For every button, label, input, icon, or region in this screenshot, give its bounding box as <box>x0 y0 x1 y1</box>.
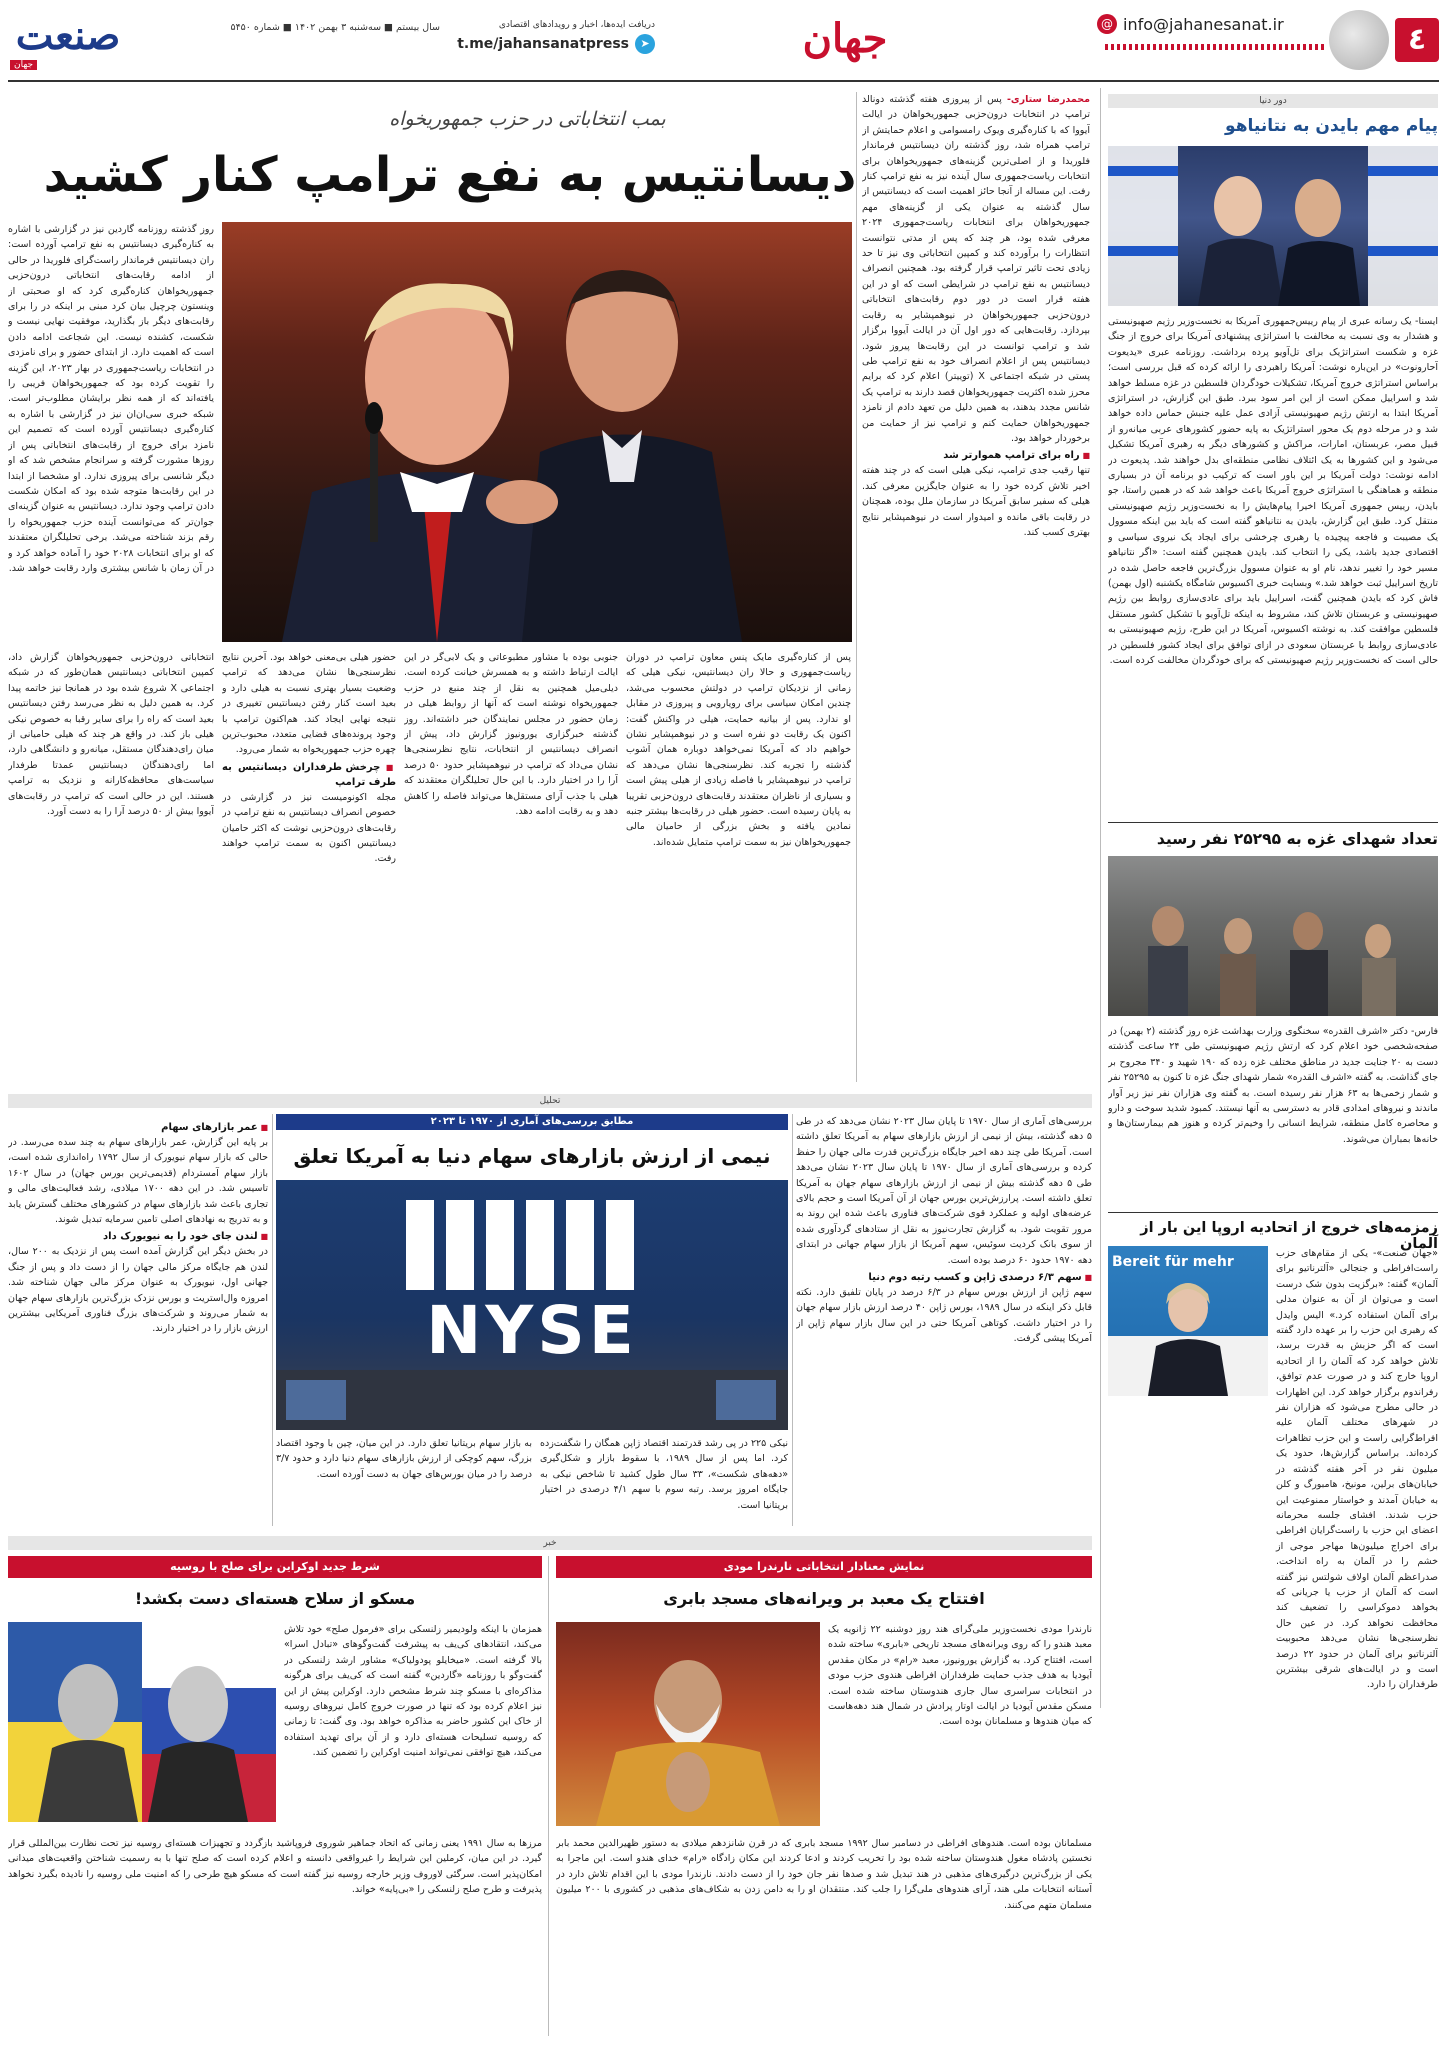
telegram-caption: دریافت ایده‌ها، اخبار و رویدادهای اقتصادی <box>498 20 655 30</box>
trump-desantis-photo <box>222 222 852 642</box>
logo-wordmark: صنعت <box>15 12 121 59</box>
lead-col1 <box>862 92 1090 696</box>
lead-col1-subhead: ■ راه برای ترامپ هموارتر شد <box>862 448 1090 463</box>
nyse-photo <box>276 1180 788 1430</box>
nyse-sign: NYSE <box>426 1292 638 1369</box>
bottom-divider <box>548 1556 549 2036</box>
lead-col-divider <box>856 92 857 1082</box>
market-intro-divider <box>792 1114 793 1526</box>
gaza-illustration <box>1108 856 1438 1016</box>
story3-body: «جهان صنعت»- یکی از مقام‌های حزب راست‌افراطی و جنجالی «آلترناتیو برای آلمان» گفته: «برگزیت بدون شک درست است و می‌توان از آن به عنوان مدلی برای آلمان استفاده کرد.» الیس وایدل که رهبری این حزب را بر عهده دارد گفته است که اگر حزبش به قدرت برسد، تلاش خواهد کرد که آلمان را از اتحادیه اروپا خارج کند و در صورت عدم توافق، رفراندوم برگزار خواهد کرد. این اظهارات در حالی مطرح می‌شود که هزاران نفر در شهرهای مختلف آلمان علیه افراط‌گرایی راست و این حزب تظاهرات کرده‌اند. براساس گزارش‌ها، حدود یک میلیون نفر در آخر هفته گذشته در خیابان‌های برلین، مونیخ، هامبورگ و کلن به خیابان آمدند و خواستار ممنوعیت این حزب شدند. افشای جلسه محرمانه اعضای این حزب با راست‌گرایان افراطی برای اخراج میلیون‌ها مهاجر موجی از خشم را در آلمان به راه انداخت. صدراعظم آلمان اولاف شولتس نیز گفته است که آلمان از حزب یا جریانی که بخواهد دموکراسی را تضعیف کند محافظت نخواهد کرد. در عین حال نظرسنجی‌ها نشان می‌دهد محبوبیت آلترناتیو برای آلمان در حدود ۲۲ درصد است و در ایالت‌های شرقی بیشترین طرفداران را دارد. <box>1276 1248 1438 1691</box>
side-rule-2 <box>1108 1212 1438 1213</box>
lead-col4-tail: مجله اکونومیست نیز در گزارشی در خصوص انصراف دیسانتیس به نفع ترامپ در رقابت‌های درون‌حزبی نوشت که اکثر حامیان دیسانتیس اکنون به سمت ترامپ خواهند رفت. <box>222 791 396 865</box>
putin-zelensky-photo <box>8 1622 276 1822</box>
side-column-divider <box>1100 88 1101 1708</box>
lead-byline: محمدرضا ستاری- <box>1006 94 1090 105</box>
modi-col2: مسلمانان بوده است. هندوهای افراطی در دسامبر سال ۱۹۹۲ مسجد بابری که در قرن شانزدهم میلادی به دستور ظهیرالدین محمد بابر نخستین پادشاه مغول هندوستان ساخته شده بود را تخریب کردند و ادعا کردند این مکان زادگاه «رام» خدای هندو است. این ماجرا به یکی از بزرگ‌ترین درگیری‌های مذهبی در هند تبدیل شد و صدها نفر جان خود را از دست دادند. نارندرا مودی با این اقدام تلاش دارد در آستانه انتخابات ملی هند، آرای هندوهای ملی‌گرا را جلب کند. منتقدان او را به دامن زدن به شکاف‌های مذهبی در کشوری با ۲۰۰ میلیون مسلمان متهم می‌کنند. <box>556 1838 1092 1911</box>
modi-photo <box>556 1622 820 1826</box>
market-side-subhead2: ■ لندن جای خود را به نیویورک داد <box>8 1229 268 1244</box>
header-dots <box>1105 44 1325 50</box>
biden-netanyahu-photo <box>1108 146 1438 306</box>
issue-info: سال بیستم ■ سه‌شنبه ۳ بهمن ۱۴۰۲ ■ شماره ۵۴۵۰ <box>230 22 440 33</box>
ukraine-headline: مسکو از سلاح هسته‌ای دست بکشد! <box>134 1589 416 1608</box>
market-side-divider <box>272 1114 273 1526</box>
gaza-photo <box>1108 856 1438 1016</box>
modi-headline: افتتاح یک معبد بر ویرانه‌های مسجد بابری <box>663 1589 985 1608</box>
telegram-link[interactable]: t.me/jahansanatpress <box>457 36 629 52</box>
lead-col4-subhead: ■ چرخش طرفداران دیسانتیس به طرف ترامپ <box>222 760 396 790</box>
market-col2: نیکی ۲۲۵ در پی رشد قدرتمند اقتصاد ژاپن همگان را شگفت‌زده کرد. اما پس از سال ۱۹۸۹، با سقوط بازار و شکل‌گیری «دهه‌های شکست»، ۳۳ سال طول کشید تا شاخص نیکی به جایگاه امروز برسد. رتبه سوم با سهم ۴/۱ درصدی در اختیار بریتانیا است. <box>540 1438 788 1511</box>
lead-col5: انتخاباتی درون‌حزبی جمهوریخواهان گزارش داد، کمپین انتخاباتی دیسانتیس همان‌طور که در شبکه اجتماعی X شروع شده بود در همانجا نیز خاتمه پیدا کرد. به همین دلیل به نظر می‌رسد رفتن دیسانتیس بعید است که راه را برای سایر رقبا به خصوص نیکی هیلی باز کند. در واقع هر چند که هیلی حامیانی از میان رای‌دهندگان مستقل، میانه‌رو و دانشگاهی دارد، اما رای‌دهندگان دیسانتیس عمدتا طرفدار سیاست‌های محافظه‌کارانه و نزدیک به ترامپ هستند. این در حالی است که ترامپ در رقابت‌های آیووا بیش از ۵۰ درصد آرا را به دست آورد. <box>8 652 214 818</box>
ukraine-col1: همزمان با اینکه ولودیمیر زلنسکی برای «فرمول صلح» خود تلاش می‌کند، انتقادهای کی‌یف به پیشرفت گفت‌وگوهای «تبادل اسرا» بالا گرفته است. «میخایلو پودولیاک» مشاور ارشد زلنسکی در گفت‌وگو با روزنامه «گاردین» گفته است که کی‌یف برای هرگونه مذاکره‌ای با مسکو چند شرط مشخص دارد. اوکراین پیش از این نیز اعلام کرده بود که تنها در صورت خروج کامل نیروهای روسیه از خاک این کشور حاضر به مذاکره خواهد بود. وی گفت: تا زمانی که روسیه تسلیحات هسته‌ای دارد و از آن برای تهدید استفاده می‌کند، هیچ توافقی نمی‌تواند امنیت اوکراین را تضمین کند. <box>284 1624 542 1759</box>
putin-zelensky-illustration <box>8 1622 276 1822</box>
lead-col6: روز گذشته روزنامه گاردین نیز در گزارشی با اشاره به کناره‌گیری دیسانتیس به نفع ترامپ آورده است: ران دیسانتیس فرماندار راست‌گرای فلوریدا در حالی از ادامه رقابت‌های انتخاباتی درون‌حزبی جمهوریخواهان کناره‌گیری کرد که او صحبتی از وینستون چرچیل بیان کرد مبنی بر اینکه در را برای رقابت‌های دیگر باز بگذارید، موفقیت نهایی نیست و شکست، کشنده نیست. این شجاعت ادامه دادن است که اهمیت دارد. از ابتدای حضور و برای نامزدی در انتخابات ریاست‌جمهوری در بهار ۲۰۲۳، این گزینه را تقویت کرده بود که جمهوریخواهان فریبی را یافته‌اند که از همه نظر برایشان مطلوب‌تر است. شبکه خبری سی‌ان‌ان نیز در گزارشی با اشاره به کناره‌گیری دیسانتیس آورده است که تصمیم این نامزد برای خروج از رقابت‌های انتخاباتی پس از روزها مشورت گرفته و سرانجام مشخص شد که او دیگر شانسی برای پیروزی ندارد. او مشخصا از ابتدا در این رقابت‌ها متوجه شده بود که امکان شکست دادن ترامپ وجود ندارد. دیسانتیس به عنوان گزینه‌ای جوان‌تر که می‌توانست آینده حزب جمهوریخواه را رقم بزند شناخته می‌شد. برخی تحلیلگران معتقدند که او برای انتخابات ۲۰۲۸ خود را آماده خواهد کرد و در آن زمان با شانس بیشتری وارد رقابت خواهد شد. <box>8 224 214 574</box>
market-headline: نیمی از ارزش بازارهای سهام دنیا به آمریکا تعلق <box>293 1144 771 1168</box>
page-number-box: ٤ <box>1395 18 1439 62</box>
lead-headline: دیسانتیس به نفع ترامپ کنار کشید <box>43 147 857 203</box>
masthead-strip <box>0 0 1447 80</box>
header-rule <box>8 80 1439 82</box>
ukraine-bar: شرط جدید اوکراین برای صلح با روسیه <box>8 1556 542 1578</box>
globe-icon <box>1329 10 1389 70</box>
story2-title: تعداد شهدای غزه به ۲۵۲۹۵ نفر رسید <box>1156 830 1438 848</box>
modi-bar: نمایش معنادار انتخاباتی نارندرا مودی <box>556 1556 1092 1578</box>
story1-body: ایسنا- یک رسانه عبری از پیام رییس‌جمهوری آمریکا به نخست‌وزیر رژیم صهیونیستی و هشدار به وی نسبت به مخالفت با استراتژی پیشنهادی آمریکا برای خروج از جنگ غزه و شکست استراتژیک برای تل‌آویو پرده برداشت. روزنامه عبری «یدیعوت آحارونوت» در این‌باره نوشت: آمریکا راهبردی را ارائه کرده که قبل بررسی است؛ براساس استراتژی خروج آمریکا، تشکیلات خودگردان فلسطین در غزه مسلط خواهد شد و اسراییل ممکن است از این امر سود ببرد. طبق این گزارش، در استراتژی آمریکا ابتدا به ارتش رژیم صهیونیستی آزادی عمل علیه جنبش حماس داده خواهد شد و در مرحله دوم یک محور استراتژیک به پایه حضور کشورهای عربی میانه‌رو از قبیل مصر، عربستان، امارات، مراکش و کشورهای دیگر به رهبری آمریکا تشکیل می‌شود و این کشورها به یک ائتلاف نظامی منطقه‌ای بدل خواهند شد. پدیعوت در ادامه نوشت: دولت آمریکا بر این باور است که ترکیب دو برنامه آن در بسیاری منطقه و هماهنگی با استراتژی خروج آمریکا باعث خواهد شد که در همین راستا، جو بایدن، رییس جمهوری آمریکا اخیرا پیام‌هایش را به نخست‌وزیر رژیم صهیونیستی منتقل کرد. طبق این گزارش، بایدن به نتانیاهو گفته است که باید بین اینکه مسوول یک مصیبت و فاجعه پیچیده یا رهبری چرخشی برای ایجاد یک نیروی سیاسی و اقتصادی جدید باشد، یکی را انتخاب کند. بایدن همچنین گفته است: «اگر نتانیاهو مسیر خود را تغییر ندهد، نام او به عنوان مسوول بزرگ‌ترین فاجعه حاصل شده در تاریخ اسراییل ثبت خواهد شد.» وبسایت خبری اکسیوس شامگاه یکشنبه (اول بهمن) فاش کرد که بایدن همچنین گفت، اسراییل باید برای عادی‌سازی روابط بین رژیم صهیونیستی و عربستان تلاش کند، مشروط به اینکه تل‌آویو با تشکیل کشور مستقل فلسطین موافقت کند. به نوشته اکسیوس، آمریکا در این طرح، رژیم صهیونیستی به عادی‌سازی روابط با عربستان سعودی در ازای توافق برای ایجاد کشور فلسطین در حالی است که نخست‌وزیر رژیم صهیونیستی که برای خودگردان مخالفت کرده است. <box>1108 316 1438 666</box>
market-side-text2: در بخش دیگر این گزارش آمده است پس از نزدیک به ۲۰۰ سال، لندن هم جایگاه مرکز مالی جهان را از دست داد و پس از جنگ جهانی اول، نیویورک به عنوان مرکز مالی جهان شناخته شد. امروزه وال‌استریت و بورس نزدک بزرگ‌ترین بازارهای سهام جهان به شمار می‌روند و شرکت‌های بزرگ فناوری آمریکایی بیشترین ارزش بازار را در اختیار دارند. <box>8 1246 268 1335</box>
lead-col1-tail: تنها رقیب جدی ترامپ، نیکی هیلی است که در چند هفته اخیر تلاش کرده خود را به عنوان جایگزین معرفی کند. هیلی که سفیر سابق آمریکا در سازمان ملل بوده، همچنان در رقابت باقی مانده و امیدوار است در نیوهمپشایر نتایج بهتری کسب کند. <box>862 465 1090 538</box>
lead-kicker: بمب انتخاباتی در حزب جمهوریخواه <box>389 108 666 130</box>
logo-small-text: جهان <box>10 60 37 70</box>
email-icon: @ <box>1097 14 1117 34</box>
section-title: جهان <box>802 15 888 62</box>
lead-col1-text: پس از پیروزی هفته گذشته دونالد ترامپ در انتخابات درون‌حزبی جمهوریخواهان در ایالت آیووا که با کناره‌گیری ویوک رامسوامی و اعلام حمایتش از ترامپ همراه شد، روز گذشته ران دیسانتیس فرماندار فلوریدا و از اصلی‌ترین گزینه‌های جمهوریخواهان برای انتخابات ریاست‌جمهوری سال آینده نیز به نفع ترامپ کنار رفت. این مساله از آنجا حائز اهمیت است که دیسانتیس از سال گذشته به عنوان یکی از گزینه‌های مهم جمهوریخواهان برای انتخابات ریاست‌جمهوری ۲۰۲۴ معرفی شده بود، هر چند که پس از مدتی نتوانست انتظارات را برآورده کند و کمپین انتخاباتی وی نیز تا حد زیادی تحت تاثیر ترامپ قرار گرفته بود. همچنین انصراف دیسانتیس به نفع ترامپ در شرایطی است که او در این هفته قرار است در دور دوم رقابت‌های انتخاباتی درون‌حزبی جمهوریخواهان در نیوهمپشایر به رقابت بپردازد. رقابت‌هایی که دور اول آن در ایالت آیووا برگزار شد و ترامپ توانست در این رقابت‌ها پیروز شود. دیسانتیس پس از اعلام انصراف خود به نفع ترامپ طی پستی در شبکه اجتماعی X (توییتر) اعلام کرد که برایم محرز شده اکثریت جمهوریخواهان قصد دارند به ترامپ یک شانس مجدد بدهند، به همین دلیل من تعهد دادم از نامزد جمهوریخواهان حمایت کنم و ترامپ نیز از حمایت من برخوردار خواهد بود. <box>862 94 1090 444</box>
lead-col4 <box>222 650 396 1082</box>
side-kicker: دور دنیا <box>1108 94 1438 108</box>
biden-netanyahu-illustration <box>1108 146 1438 306</box>
story1-title: پیام مهم بایدن به نتانیاهو <box>1225 116 1438 136</box>
newspaper-logo <box>8 10 128 68</box>
email-address[interactable]: info@jahanesanat.ir <box>1123 14 1284 34</box>
market-intro <box>796 1114 1092 1524</box>
trump-desantis-illustration <box>222 222 852 642</box>
ukraine-col2: مرزها به سال ۱۹۹۱ یعنی زمانی که اتحاد جماهیر شوروی فروپاشید بازگردد و تجهیزات هسته‌ای روسیه نیز تحت نظارت بین‌المللی قرار گیرد. در این میان، کرملین این شرایط را غیرواقعی دانسته و اعلام کرده است که صلح تنها با به رسمیت شناختن واقعیت‌های میدانی امکان‌پذیر است. سرگئی لاوروف وزیر خارجه روسیه نیز گفته است که مسکو هیچ طرحی را که امنیت ملی روسیه را نادیده بگیرد نخواهد پذیرفت و طرح صلح زلنسکی را «بی‌پایه» خواند. <box>8 1838 542 1896</box>
telegram-icon: ➤ <box>635 34 655 54</box>
modi-illustration <box>556 1622 820 1826</box>
weidel-photo-sign: Bereit für mehr <box>1112 1254 1234 1270</box>
lead-col2: پس از کناره‌گیری مایک پنس معاون ترامپ در دوران ریاست‌جمهوری و حالا ران دیسانتیس، نیکی هیلی که زمانی از نزدیکان ترامپ در دولتش محسوب می‌شد، چندین امکان سیاسی برای رویارویی و پیروزی در مقابل او ندارد. پس از بیانیه حمایت، هیلی در واکنش گفت: اکنون یک رقابت دو نفره است و در نیوهمپشایر نشان خواهیم داد که آمریکا نمی‌خواهد دوباره همان آشوب گذشته را تجربه کند. نظرسنجی‌ها نشان می‌دهد که ترامپ در نیوهمپشایر با فاصله زیادی از هیلی پیش است و بسیاری از ناظران معتقدند رقابت‌های درون‌حزبی تقریبا به پایان رسیده است. حضور هیلی در رقابت‌ها بیشتر جنبه نمادین یافته و بخش بزرگی از حامیان مالی جمهوریخواهان نیز به سمت ترامپ متمایل شده‌اند. <box>626 652 851 848</box>
lead-col4-text: حضور هیلی بی‌معنی خواهد بود. آخرین نتایج نظرسنجی‌ها نشان می‌دهد که ترامپ وضعیت بسیار بهتری نسبت به هیلی دارد و بعید است کنار رفتن دیسانتیس تغییری در نتیجه نهایی ایجاد کند. هم‌اکنون ترامپ با وجود پرونده‌های قضایی متعدد، محبوب‌ترین چهره حزب جمهوریخواه به شمار می‌رود. <box>222 652 396 756</box>
market-side <box>8 1118 268 1526</box>
market-side-text1: بر پایه این گزارش، عمر بازارهای سهام به چند سده می‌رسد. در حالی که بازار سهام نیویورک از سال ۱۷۹۲ راه‌اندازی شده است، بازار سهام آمستردام (قدیمی‌ترین بورس جهان) در سال ۱۶۰۲ تاسیس شد. در این دهه ۱۷۰۰ میلادی، رشد فعالیت‌های مالی و تجاری باعث شد بازارهای سهام در کشورهای مختلف گسترش یابد و به تدریج به نهادهای اصلی تامین سرمایه تبدیل شوند. <box>8 1137 268 1226</box>
market-japan-subhead: ■ سهم ۶/۳ درصدی ژاپن و کسب رتبه دوم دنیا <box>796 1270 1092 1285</box>
bottom-section-tag: خبر <box>8 1536 1092 1550</box>
lead-col3: جنوبی بوده با مشاور مطبوعاتی و یک لابی‌گر در این ایالت ارتباط داشته و به همسرش خیانت کرده است. دیلی‌میل همچنین به نقل از چند منبع در حزب جمهوریخواه نوشته است که آنها از روابط هیلی در زمان حضور در مجلس نمایندگان خبر داشته‌اند. روز گذشته خبرگزاری یورونیوز گزارش داد، پیش از انصراف دیسانتیس از انتخابات، نتایج نظرسنجی‌ها نشان می‌داد که ترامپ در نیوهمپشایر حدود ۵۰ درصد آرا را در اختیار دارد. با این حال تحلیلگران معتقدند که هیلی با جذب آرای مستقل‌ها می‌تواند فاصله را کاهش دهد و به رقابت ادامه دهد. <box>404 652 618 818</box>
market-subtitle-bar: مطابق بررسی‌های آماری از ۱۹۷۰ تا ۲۰۲۳ <box>276 1114 788 1130</box>
modi-col1: نارندرا مودی نخست‌وزیر ملی‌گرای هند روز دوشنبه ۲۲ ژانویه یک معبد هندو را که روی ویرانه‌های مسجد تاریخی «بابری» ساخته شده است، افتتاح کرد. به گزارش یورونیوز، معبد «رام» در مکان مقدس آیودیا به هدف جذب حمایت طرفداران افراطی هندوی حزب مودی در انتخابات سراسری سال جاری هندوستان ساخته شده است. مسکن مقدس آیودیا در ایالت اوتار پرادش در شمال هند دهه‌هاست که میان هندوها و مسلمانان بوده است. <box>828 1624 1092 1728</box>
side-rule-1 <box>1108 822 1438 823</box>
story2-body: فارس- دکتر «اشرف القدره» سخنگوی وزارت بهداشت غزه روز گذشته (۲ بهمن) در صفحه‌شخصی خود اعلام کرد که ارتش رژیم صهیونیستی طی ۲۴ ساعت گذشته دست به ۲۰ جنایت جدید در مناطق مختلف غزه زده که ۱۹۰ شهید و ۳۴۰ مجروح بر جای گذاشت. به گفته «اشرف القدره» شمار شهدای جنگ غزه تا کنون به ۲۵۲۹۵ نفر و شمار زخمی‌ها به ۶۳ هزار نفر رسیده است. به گفته وی هزاران نفر نیز زیر آوار ماندند و نیروهای امدادی قادر به دسترسی به آنها نیستند. کمبود شدید سوخت و دارو و محاصره کامل منطقه، شرایط انسانی را وخیم‌تر کرده و هنوز هم بیمارستان‌ها و خانه‌ها بمباران می‌شوند. <box>1108 1026 1438 1145</box>
market-col3: به بازار سهام بریتانیا تعلق دارد. در این میان، چین با وجود اقتصاد بزرگ، سهم کوچکی از ارزش بازارهای سهام دنیا دارد و حدود ۳/۷ درصد را در میان بورس‌های جهان به دست آورده است. <box>276 1438 532 1480</box>
market-intro-text: بررسی‌های آماری از سال ۱۹۷۰ تا پایان سال ۲۰۲۳ نشان می‌دهد که در طی ۵ دهه گذشته، بیش از نیمی از ارزش بازارهای سهام به آمریکا تعلق داشته است. آمریکا طی چند دهه اخیر جایگاه بزرگ‌ترین قدرت مالی جهان را حفظ کرده و بررسی‌های آماری از سال ۱۹۷۰ تا پایان سال ۲۰۲۳ نشان می‌دهد طی ۵ دهه گذشته بیش از نیمی از ارزش بازارهای سهام جهان به آمریکا تعلق داشته است. پرارزش‌ترین بورس جهان از آن آمریکا است و حجم بالای عرضه‌های اولیه و عملکرد قوی شرکت‌های فناوری باعث شده این روند به مرور تقویت شود. به گزارش تجارت‌نیوز به نقل از ستادهای گردآوری شده از سوی بانک کردیت سوئیس، سهم آمریکا از بازار سهام جهانی در ابتدای دهه ۱۹۷۰ حدود ۶۰ درصد بوده است. <box>796 1116 1092 1266</box>
email-line[interactable] <box>1097 12 1327 36</box>
market-section-tag: تحلیل <box>8 1094 1092 1108</box>
market-japan-text: سهم ژاپن از ارزش بورس سهام در ۶/۳ درصد در پایان تلفیق دارد. نکته قابل ذکر اینکه در سال ۱۹۸۹، بورس ژاپن ۴۰ درصد ارزش بازار سهام جهان را در اختیار داشت. کوتاهی آمریکا حتی در این سال بازار سهام ژاپن از آمریکا پیشی گرفت. <box>796 1287 1092 1345</box>
telegram-block[interactable] <box>445 20 655 66</box>
market-side-subhead1: ■ عمر بازارهای سهام <box>8 1120 268 1135</box>
story3-title: زمزمه‌های خروج از اتحادیه اروپا این بار از آلمان <box>1140 1220 1438 1252</box>
